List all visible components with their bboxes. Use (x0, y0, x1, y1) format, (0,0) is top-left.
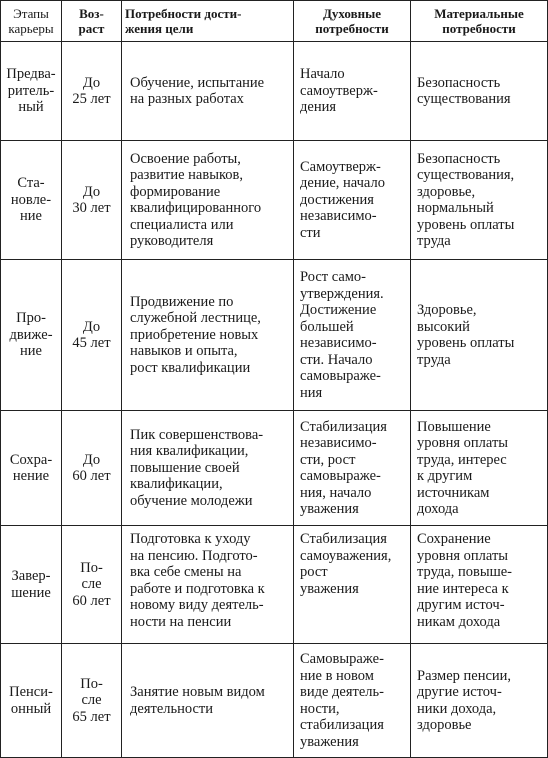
cell-goal-needs: Обучение, испытание на разных работах (122, 42, 294, 141)
table-row (1, 260, 548, 411)
cell-stage: Предва- ритель- ный (1, 42, 62, 141)
cell-stage: Завер- шение (1, 526, 62, 644)
cell-spiritual-needs: Начало самоутверж- дения (294, 42, 411, 141)
header-goal-needs: Потребности дости- жения цели (122, 1, 294, 42)
cell-age: До 25 лет (62, 42, 122, 141)
cell-age: По- сле 65 лет (62, 644, 122, 758)
cell-spiritual-needs: Стабилизация самоуважения, рост уважения (294, 526, 411, 644)
header-age: Воз- раст (62, 1, 122, 42)
cell-age: До 30 лет (62, 141, 122, 260)
cell-age: По- сле 60 лет (62, 526, 122, 644)
cell-material-needs: Повышение уровня оплаты труда, интерес к другим источникам дохода (411, 411, 548, 526)
table-header (1, 1, 548, 42)
cell-goal-needs: Пик совершенствова- ния квалификации, повышение своей квалификации, обучение молодежи (122, 411, 294, 526)
cell-goal-needs: Подготовка к уходу на пенсию. Подгото- вка себе смены на работе и подготовка к новому виду деятель- ности на пенсии (122, 526, 294, 644)
header-row (1, 1, 548, 42)
cell-spiritual-needs: Стабилизация независимо- сти, рост самовыраже- ния, начало уважения (294, 411, 411, 526)
table-row (1, 42, 548, 141)
cell-goal-needs: Освоение работы, развитие навыков, формирование квалифицированного специалиста или руководителя (122, 141, 294, 260)
header-spiritual-needs: Духовные потребности (294, 1, 411, 42)
cell-spiritual-needs: Рост само- утверждения. Достижение большей независимо- сти. Начало самовыраже- ния (294, 260, 411, 411)
table-row (1, 141, 548, 260)
table-row (1, 411, 548, 526)
table-row (1, 644, 548, 758)
cell-age: До 60 лет (62, 411, 122, 526)
cell-stage: Пенси- онный (1, 644, 62, 758)
cell-material-needs: Сохранение уровня оплаты труда, повыше- ние интереса к другим источ- никам дохода (411, 526, 548, 644)
cell-spiritual-needs: Самоутверж- дение, начало достижения независимо- сти (294, 141, 411, 260)
cell-material-needs: Безопасность существования (411, 42, 548, 141)
cell-goal-needs: Продвижение по служебной лестнице, приобретение новых навыков и опыта, рост квалификации (122, 260, 294, 411)
cell-stage: Сохра- нение (1, 411, 62, 526)
header-stage: Этапы карьеры (1, 1, 62, 42)
cell-stage: Ста- новле- ние (1, 141, 62, 260)
cell-age: До 45 лет (62, 260, 122, 411)
cell-material-needs: Размер пенсии, другие источ- ники дохода, здоровье (411, 644, 548, 758)
cell-material-needs: Здоровье, высокий уровень оплаты труда (411, 260, 548, 411)
header-material-needs: Материальные потребности (411, 1, 548, 42)
cell-spiritual-needs: Самовыраже- ние в новом виде деятель- ности, стабилизация уважения (294, 644, 411, 758)
cell-goal-needs: Занятие новым видом деятельности (122, 644, 294, 758)
cell-stage: Про- движе- ние (1, 260, 62, 411)
table-body (1, 42, 548, 758)
table-row (1, 526, 548, 644)
cell-material-needs: Безопасность существования, здоровье, нормальный уровень оплаты труда (411, 141, 548, 260)
